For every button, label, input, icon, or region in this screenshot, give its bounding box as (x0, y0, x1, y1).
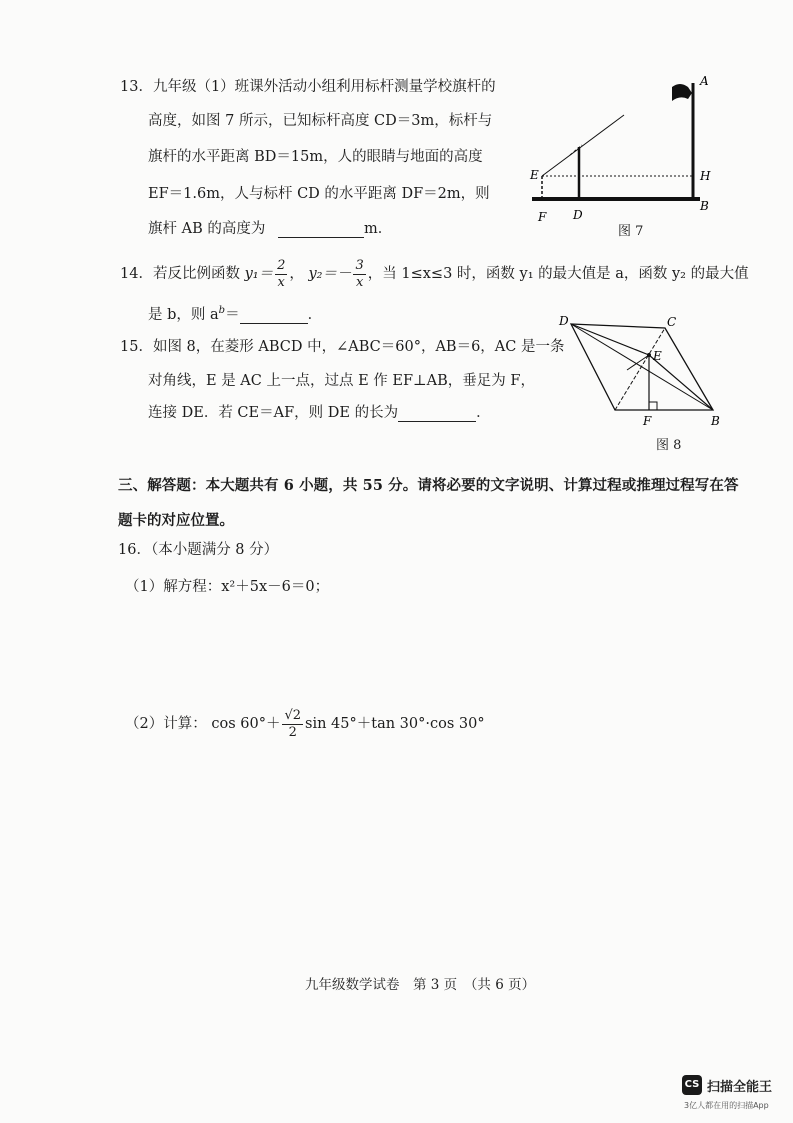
q16-part2 (125, 704, 485, 744)
q16-frac-den: 2 (288, 724, 297, 740)
segment-ae (627, 355, 649, 370)
q15-line3 (148, 404, 491, 422)
q16-part2-b: sin 45°＋tan 30°·cos 30° (305, 716, 485, 732)
segment-de (571, 324, 649, 355)
q13-line2: 高度，如图 7 所示，已知标杆高度 CD＝3m，标杆与 (148, 113, 493, 129)
q13-line1: 13．九年级（1）班课外活动小组利用标杆测量学校旗杆的 (120, 79, 496, 95)
label-b8: B (711, 414, 720, 428)
q15-line1: 15．如图 8，在菱形 ABCD 中，∠ABC＝60°，AB＝6，AC 是一条 (120, 339, 565, 355)
label-e: E (530, 168, 539, 182)
q15-line3-post: ． (476, 405, 491, 421)
page-footer: 九年级数学试卷 第 3 页 （共 6 页） (305, 977, 536, 993)
section3-line2: 题卡的对应位置。 (118, 512, 234, 529)
figure-7-caption: 图 7 (618, 224, 644, 239)
q14-comma: ， (289, 266, 304, 282)
q14-y2-fraction (353, 258, 365, 291)
q14-y1-fraction (275, 258, 287, 291)
q16-frac-num: √2 (284, 707, 302, 723)
label-e8: E (653, 349, 662, 363)
diagonal-ac (615, 328, 665, 410)
q14-line2 (148, 302, 322, 324)
label-d8: D (559, 314, 569, 328)
label-d: D (573, 208, 583, 222)
q13-line5 (148, 220, 392, 238)
label-c8: C (667, 315, 677, 329)
right-angle-mark (649, 402, 657, 410)
label-h: H (700, 169, 711, 183)
q16-part2-a: cos 60°＋ (211, 716, 281, 732)
label-b: B (700, 199, 709, 213)
q15-answer-blank[interactable] (398, 405, 476, 422)
q16-sqrt2-fraction (282, 708, 303, 741)
q14-y1-num: 2 (277, 257, 286, 273)
sight-line (542, 115, 624, 176)
q15-line2: 对角线，E 是 AC 上一点，过点 E 作 EF⊥AB，垂足为 F， (148, 373, 535, 389)
label-f: F (538, 210, 547, 224)
watermark-sub: 3亿人都在用的扫描App (684, 1101, 769, 1110)
q14-y2-num: 3 (355, 257, 364, 273)
q16-part2-pre: （2）计算： (125, 716, 207, 732)
figure-8-caption: 图 8 (656, 438, 682, 453)
q13-line3: 旗杆的水平距离 BD＝15m，人的眼睛与地面的高度 (148, 149, 483, 165)
figure-7 (520, 75, 720, 235)
label-f8: F (643, 414, 652, 428)
q13-line5-pre: 旗杆 AB 的高度为 (148, 221, 266, 237)
q14-line2-end: ． (307, 306, 323, 323)
q14-pre: 14．若反比例函数 (120, 266, 240, 282)
point-e (647, 353, 651, 357)
q13-answer-blank[interactable] (278, 221, 364, 238)
label-a: A (700, 75, 709, 88)
q14-y2: y₂＝－ (308, 266, 352, 282)
flag (672, 84, 692, 101)
section3-line1: 三、解答题：本大题共有 6 小题，共 55 分。请将必要的文字说明、计算过程或推理过程写在答 (118, 477, 739, 494)
figure-8 (555, 310, 735, 435)
q14-line2-post: ＝ (225, 306, 240, 323)
segment-eb (649, 355, 713, 410)
q14-y1: y₁＝ (244, 266, 274, 282)
q14-line1 (120, 256, 749, 292)
q14-line2-pre: 是 b，则 a (148, 306, 219, 323)
q14-line2-sup: b (218, 305, 226, 316)
q13-line4: EF＝1.6m，人与标杆 CD 的水平距离 DF＝2m，则 (148, 186, 490, 202)
q14-answer-blank[interactable] (240, 307, 308, 324)
q16-title: 16．（本小题满分 8 分） (118, 542, 279, 558)
q14-post: ，当 1≤x≤3 时，函数 y₁ 的最大值是 a，函数 y₂ 的最大值 (367, 266, 749, 282)
scanner-watermark (682, 1075, 787, 1115)
q13-line5-post: m． (363, 221, 393, 237)
camscanner-logo: CS (682, 1075, 702, 1095)
q16-part1: （1）解方程：x²＋5x－6＝0； (125, 579, 330, 595)
q14-y1-den: x (277, 274, 285, 290)
q15-line3-pre: 连接 DE．若 CE＝AF，则 DE 的长为 (148, 405, 399, 421)
watermark-name: 扫描全能王 (707, 1080, 773, 1095)
q14-y2-den: x (355, 274, 364, 290)
